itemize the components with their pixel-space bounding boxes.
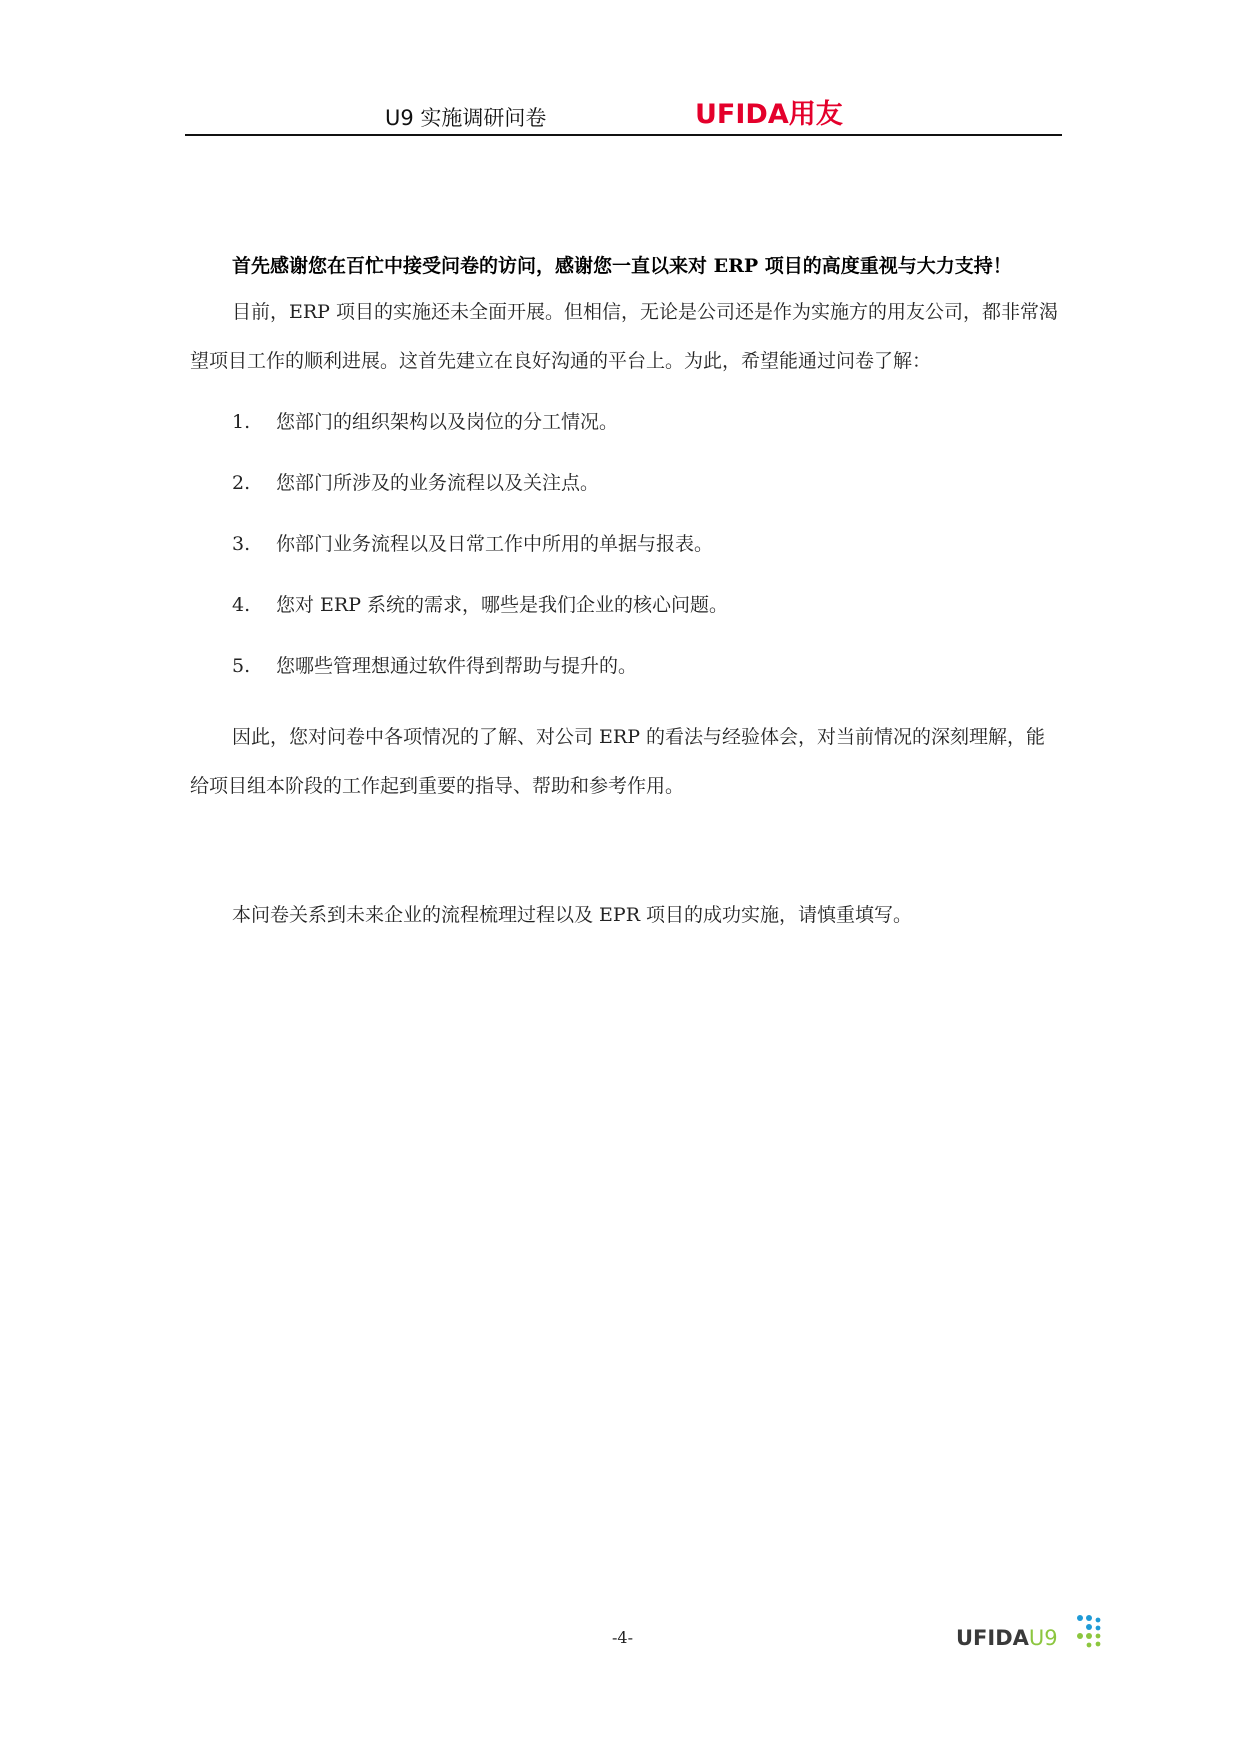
conclusion-paragraph: 因此，您对问卷中各项情况的了解、对公司 ERP 的看法与经验体会，对当前情况的深刻理解，能给项目组本阶段的工作起到重要的指导、帮助和参考作用。 xyxy=(190,726,1046,797)
list-item xyxy=(190,520,1058,581)
list-item-text: 您部门的组织架构以及岗位的分工情况。 xyxy=(276,411,619,433)
list-item xyxy=(190,581,1058,642)
page-header xyxy=(185,92,1062,138)
survey-goals-list xyxy=(190,398,1058,703)
footer-brand-suffix: U9 xyxy=(1028,1626,1058,1650)
closing-paragraph: 本问卷关系到未来企业的流程梳理过程以及 EPR 项目的成功实施，请慎重填写。 xyxy=(232,904,913,926)
list-item xyxy=(190,398,1058,459)
context-paragraph: 目前，ERP 项目的实施还未全面开展。但相信，无论是公司还是作为实施方的用友公司，都非常渴望项目工作的顺利进展。这首先建立在良好沟通的平台上。为此，希望能通过问卷了解： xyxy=(190,301,1059,372)
list-item-text: 您部门所涉及的业务流程以及关注点。 xyxy=(276,472,600,494)
list-item-number: 4. xyxy=(232,594,251,616)
ufida-logo: UFIDA用友 xyxy=(695,99,843,130)
footer-brand-name: UFIDA xyxy=(956,1626,1029,1650)
list-item-text: 您对 ERP 系统的需求，哪些是我们企业的核心问题。 xyxy=(276,594,729,616)
list-item-number: 5. xyxy=(232,655,251,677)
list-item-text: 你部门业务流程以及日常工作中所用的单据与报表。 xyxy=(276,533,714,555)
footer-brand-text xyxy=(956,1626,1058,1650)
intro-paragraph: 首先感谢您在百忙中接受问卷的访问，感谢您一直以来对 ERP 项目的高度重视与大力支持！ xyxy=(232,255,1012,277)
header-divider xyxy=(185,134,1062,136)
list-item-number: 3. xyxy=(232,533,251,555)
dot-grid-icon xyxy=(1074,1614,1104,1650)
list-item xyxy=(190,642,1058,703)
list-item-number: 2. xyxy=(232,472,251,494)
page-number: -4- xyxy=(612,1628,633,1647)
list-item-text: 您哪些管理想通过软件得到帮助与提升的。 xyxy=(276,655,638,677)
document-body xyxy=(190,250,1058,940)
list-item xyxy=(190,459,1058,520)
document-title: U9 实施调研问卷 xyxy=(385,106,547,130)
ufida-u9-logo xyxy=(956,1614,1106,1658)
list-item-number: 1. xyxy=(232,411,251,433)
